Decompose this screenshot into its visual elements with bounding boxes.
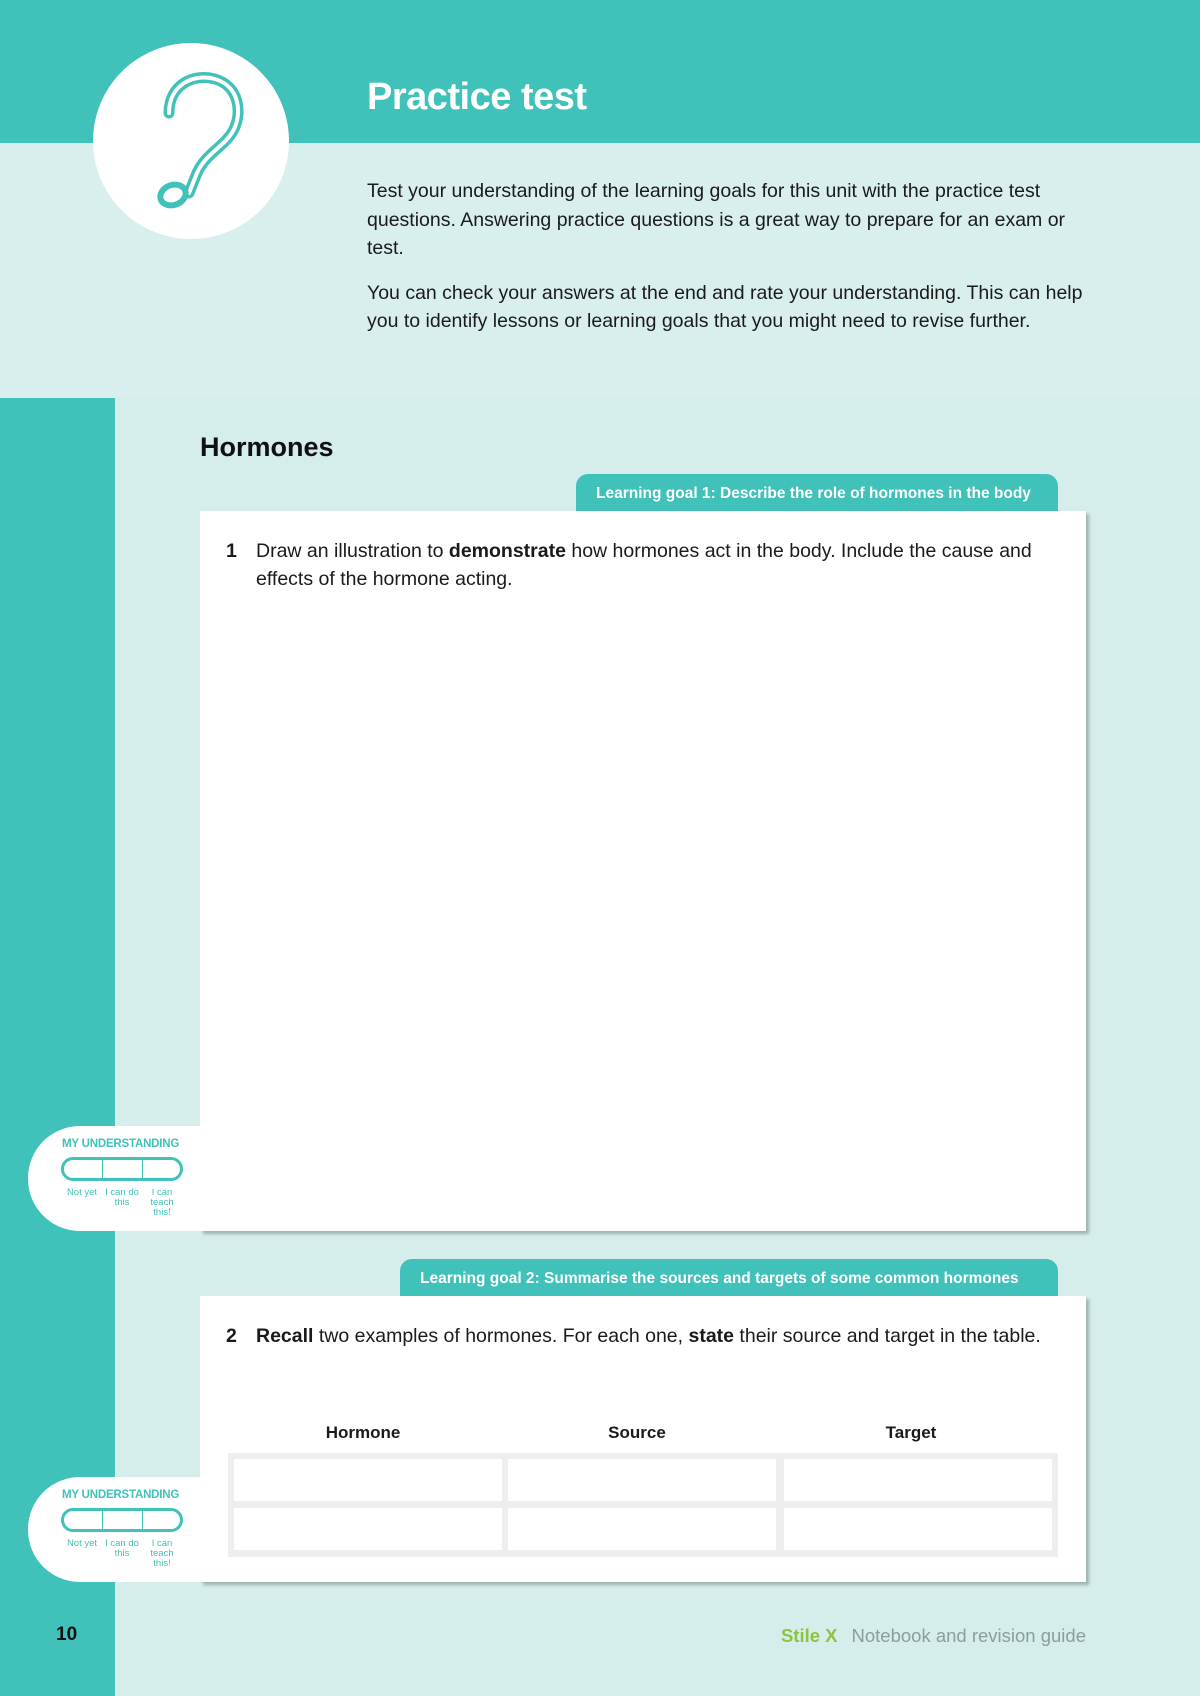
page-title: Practice test — [367, 76, 587, 118]
table-cell[interactable] — [234, 1459, 502, 1501]
learning-goal-2-tab: Learning goal 2: Summarise the sources and targets of some common hormones — [400, 1259, 1058, 1296]
hero-circle — [93, 43, 289, 239]
question-text-part: two examples of hormones. For each one, — [313, 1325, 689, 1347]
understanding-scale[interactable] — [61, 1508, 183, 1532]
level-can-do[interactable]: I can do this — [105, 1538, 139, 1559]
level-can-do[interactable]: I can do this — [105, 1187, 139, 1208]
table-cell[interactable] — [508, 1459, 776, 1501]
scale-divider — [102, 1511, 103, 1529]
question-2-card — [200, 1296, 1086, 1582]
intro-paragraph-2: You can check your answers at the end and rate your understanding. This can help you to identify lessons or learning goals that you might need to revise further. — [367, 281, 1083, 332]
intro-text — [367, 177, 1087, 352]
table-cell[interactable] — [784, 1459, 1052, 1501]
question-text-part: how hormones act in the body. Include the cause and effects of the hormone acting. — [256, 540, 1032, 590]
level-can-teach[interactable]: I can teach this! — [150, 1538, 174, 1569]
level-can-teach[interactable]: I can teach this! — [150, 1187, 174, 1218]
question-keyword: Recall — [256, 1325, 314, 1347]
table-cell[interactable] — [234, 1508, 502, 1550]
table-cell[interactable] — [508, 1508, 776, 1550]
question-keyword: state — [688, 1325, 735, 1347]
brand-name: Stile X — [780, 1625, 838, 1646]
column-header-target: Target — [885, 1423, 937, 1442]
question-1-card — [200, 511, 1086, 1231]
question-text — [256, 537, 1058, 593]
learning-goal-1-tab: Learning goal 1: Describe the role of hormones in the body — [576, 474, 1058, 511]
column-header-source: Source — [608, 1423, 666, 1442]
scale-divider — [102, 1160, 103, 1178]
my-understanding-widget — [28, 1126, 203, 1231]
question-number: 2 — [226, 1325, 237, 1347]
footer-subtitle: Notebook and revision guide — [851, 1625, 1086, 1646]
question-text-part: Draw an illustration to — [256, 540, 449, 562]
question-2 — [226, 1322, 1058, 1350]
table-cell[interactable] — [784, 1508, 1052, 1550]
question-text — [256, 1322, 1058, 1350]
question-keyword: demonstrate — [448, 540, 566, 562]
footer — [781, 1625, 1086, 1647]
table-header-row — [228, 1423, 1058, 1453]
question-number: 1 — [226, 540, 237, 562]
level-not-yet[interactable]: Not yet — [66, 1187, 98, 1198]
my-understanding-widget — [28, 1477, 203, 1582]
understanding-scale[interactable] — [61, 1157, 183, 1181]
understanding-title: MY UNDERSTANDING — [62, 1138, 180, 1150]
column-header-hormone: Hormone — [325, 1423, 401, 1442]
intro-paragraph-1: Test your understanding of the learning goals for this unit with the practice test questions. Answering practice questions is a great way to prepare for an exam or test. — [367, 180, 1066, 259]
table-grid — [228, 1453, 1058, 1557]
answer-table — [228, 1423, 1058, 1453]
question-mark-icon — [93, 43, 289, 239]
understanding-title: MY UNDERSTANDING — [62, 1489, 180, 1501]
level-not-yet[interactable]: Not yet — [66, 1538, 98, 1549]
scale-divider — [142, 1511, 143, 1529]
page-number: 10 — [56, 1624, 78, 1645]
section-heading: Hormones — [200, 432, 334, 462]
question-text-part: their source and target in the table. — [734, 1325, 1041, 1347]
question-1 — [226, 537, 1058, 593]
scale-divider — [142, 1160, 143, 1178]
